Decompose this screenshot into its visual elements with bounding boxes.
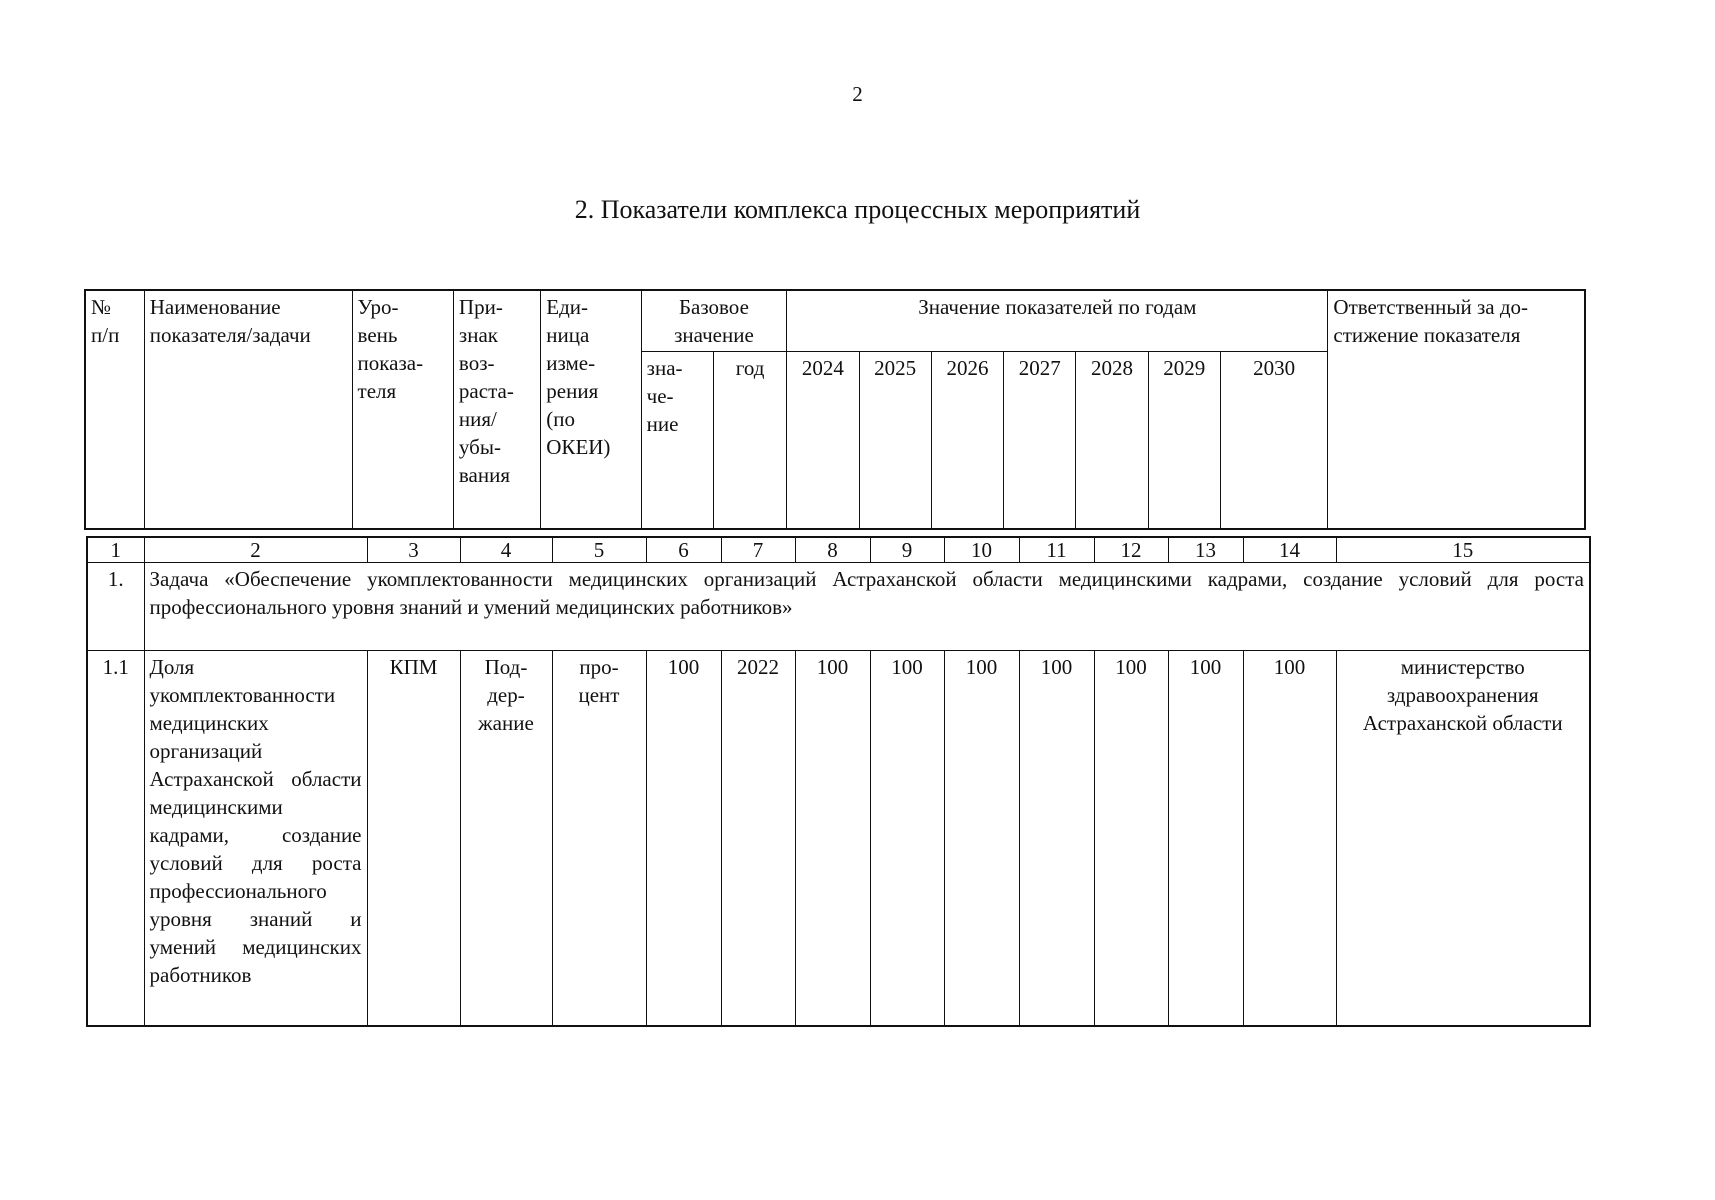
header-base-year: год	[713, 352, 786, 530]
indicator-value: 100	[1243, 651, 1336, 1027]
header-table	[84, 289, 1586, 530]
header-no: № п/п	[85, 290, 144, 529]
column-number: 4	[460, 537, 552, 563]
header-unit: Еди- ница изме- рения (по ОКЕИ)	[541, 290, 641, 529]
column-number: 2	[144, 537, 367, 563]
column-number: 10	[944, 537, 1019, 563]
column-number: 1	[87, 537, 144, 563]
indicator-row	[87, 651, 1590, 1027]
header-years-title: Значение показателей по годам	[787, 290, 1328, 352]
header-sign: При- знак воз- раста- ния/ убы- вания	[453, 290, 540, 529]
column-number: 7	[721, 537, 795, 563]
indicator-value: 100	[795, 651, 870, 1027]
indicator-responsible: министерство здравоохранения Астраханской области	[1336, 651, 1590, 1027]
column-number: 6	[646, 537, 721, 563]
column-number: 9	[870, 537, 944, 563]
indicator-level: КПМ	[367, 651, 460, 1027]
header-year: 2025	[859, 352, 931, 530]
indicators-table	[86, 536, 1591, 1027]
indicator-value: 100	[1019, 651, 1094, 1027]
column-number: 13	[1168, 537, 1243, 563]
task-text: Задача «Обеспечение укомплектованности медицинских организаций Астраханской области медицинскими кадрами, создание условий для роста профессионального уровня знаний и умений медицинских работников»	[144, 563, 1590, 651]
column-number: 12	[1094, 537, 1168, 563]
indicator-value: 100	[1094, 651, 1168, 1027]
header-base-value: зна- че- ние	[641, 352, 713, 530]
indicator-value: 100	[1168, 651, 1243, 1027]
header-year: 2030	[1220, 352, 1327, 530]
column-number: 11	[1019, 537, 1094, 563]
indicator-unit: про- цент	[552, 651, 646, 1027]
header-year: 2027	[1004, 352, 1076, 530]
indicator-value: 100	[870, 651, 944, 1027]
column-number: 5	[552, 537, 646, 563]
header-level: Уро- вень показа- теля	[352, 290, 453, 529]
column-number: 3	[367, 537, 460, 563]
header-name: Наименование показателя/задачи	[144, 290, 352, 529]
header-year: 2026	[931, 352, 1003, 530]
task-row	[87, 563, 1590, 651]
column-number: 14	[1243, 537, 1336, 563]
column-numbers-row	[87, 537, 1590, 563]
header-year: 2029	[1148, 352, 1220, 530]
indicator-number: 1.1	[87, 651, 144, 1027]
indicator-base-year: 2022	[721, 651, 795, 1027]
header-base: Базовое значение	[641, 290, 787, 352]
indicator-value: 100	[944, 651, 1019, 1027]
column-number: 15	[1336, 537, 1590, 563]
indicator-sign: Под- дер- жание	[460, 651, 552, 1027]
indicator-name: Доля укомплектованности медицинских организаций Астраханской области медицинскими кадрами, создание условий для роста профессионального уровня знаний и умений медицинских работников	[144, 651, 367, 1027]
header-year: 2024	[787, 352, 859, 530]
header-year: 2028	[1076, 352, 1148, 530]
indicator-base-value: 100	[646, 651, 721, 1027]
page-title: 2. Показатели комплекса процессных мероприятий	[574, 195, 1141, 224]
page-number: 2	[852, 82, 863, 106]
column-number: 8	[795, 537, 870, 563]
header-responsible: Ответственный за до- стижение показателя	[1328, 290, 1585, 529]
task-number: 1.	[87, 563, 144, 651]
